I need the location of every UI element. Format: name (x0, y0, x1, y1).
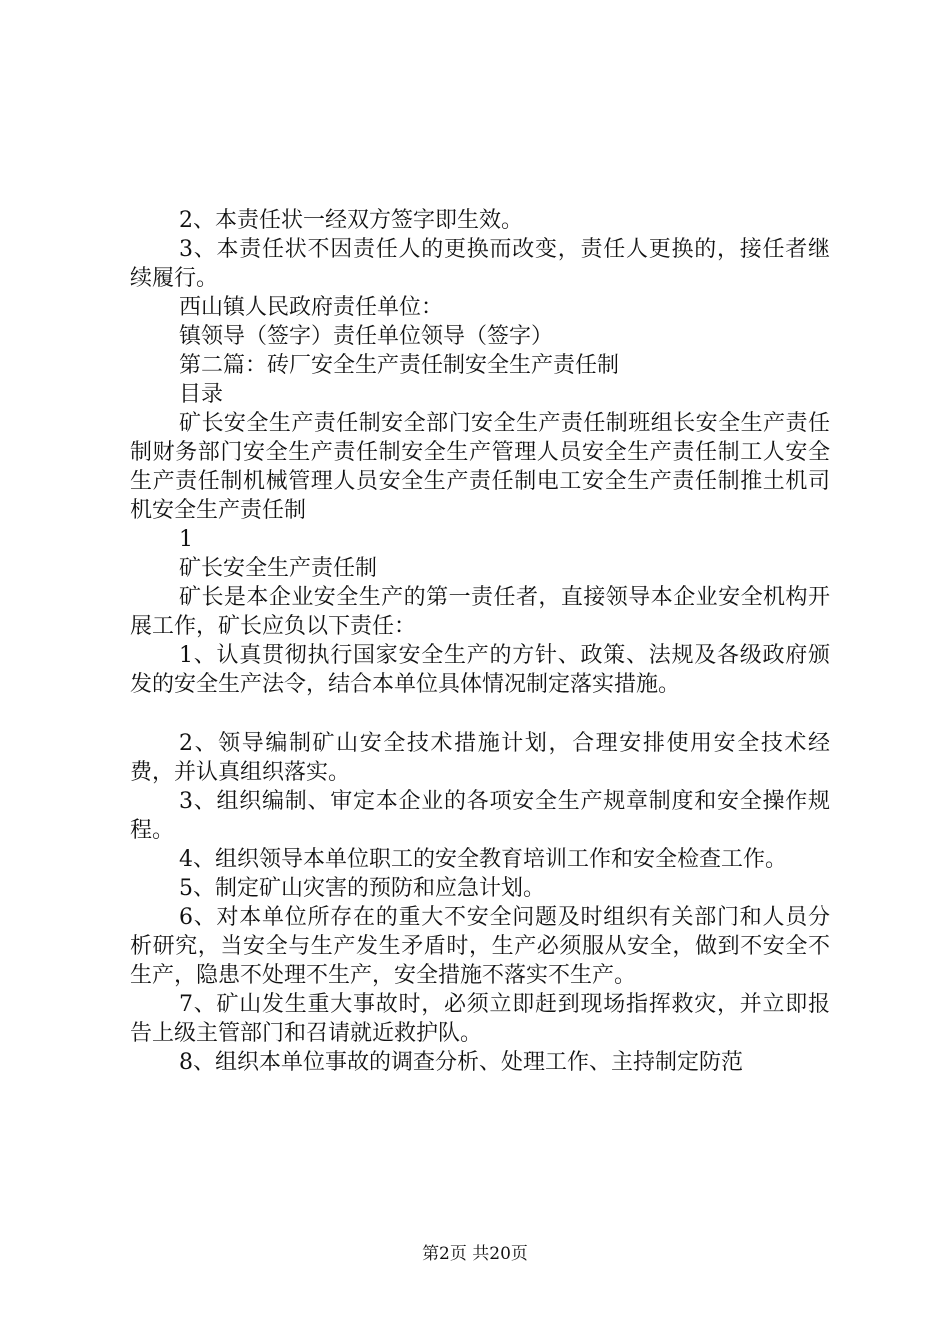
paragraph-duty-6: 6、对本单位所存在的重大不安全问题及时组织有关部门和人员分析研究，当安全与生产发生矛盾时，生产必须服从安全，做到不安全不生产，隐患不处理不生产，安全措施不落实不生产。 (130, 905, 830, 988)
paragraph-signature-leaders: 镇领导（签字）责任单位领导（签字） (179, 324, 554, 349)
paragraph-duty-1: 1、认真贯彻执行国家安全生产的方针、政策、法规及各级政府颁发的安全生产法令，结合本单位具体情况制定落实措施。 (130, 643, 830, 697)
paragraph-duty-8: 8、组织本单位事故的调查分析、处理工作、主持制定防范 (179, 1050, 743, 1075)
paragraph-duty-5: 5、制定矿山灾害的预防和应急计划。 (179, 876, 545, 901)
toc-page-number: 1 (179, 527, 193, 552)
paragraph-intro: 矿长是本企业安全生产的第一责任者，直接领导本企业安全机构开展工作，矿长应负以下责任： (130, 585, 830, 639)
paragraph-duty-3: 3、组织编制、审定本企业的各项安全生产规章制度和安全操作规程。 (130, 789, 830, 843)
paragraph-duty-2: 2、领导编制矿山安全技术措施计划，合理安排使用安全技术经费，并认真组织落实。 (130, 731, 830, 785)
paragraph-duty-4: 4、组织领导本单位职工的安全教育培训工作和安全检查工作。 (179, 847, 787, 872)
page-footer: 第2页 共20页 (422, 1244, 528, 1264)
paragraph-signature-units: 西山镇人民政府责任单位： (179, 295, 444, 320)
toc-content: 矿长安全生产责任制安全部门安全生产责任制班组长安全生产责任制财务部门安全生产责任制安全生产管理人员安全生产责任制工人安全生产责任制机械管理人员安全生产责任制电工安全生产责任制推土机司机安全生产责任制 (130, 411, 830, 523)
paragraph-clause-2: 2、本责任状一经双方签字即生效。 (179, 208, 523, 233)
section-title: 第二篇：砖厂安全生产责任制安全生产责任制 (179, 353, 620, 378)
paragraph-clause-3: 3、本责任状不因责任人的更换而改变，责任人更换的，接任者继续履行。 (130, 237, 830, 291)
paragraph-duty-7: 7、矿山发生重大事故时，必须立即赶到现场指挥救灾，并立即报告上级主管部门和召请就近救护队。 (130, 992, 830, 1046)
toc-heading: 目录 (179, 382, 224, 407)
document-body (130, 206, 830, 1077)
subsection-title: 矿长安全生产责任制 (179, 556, 378, 581)
